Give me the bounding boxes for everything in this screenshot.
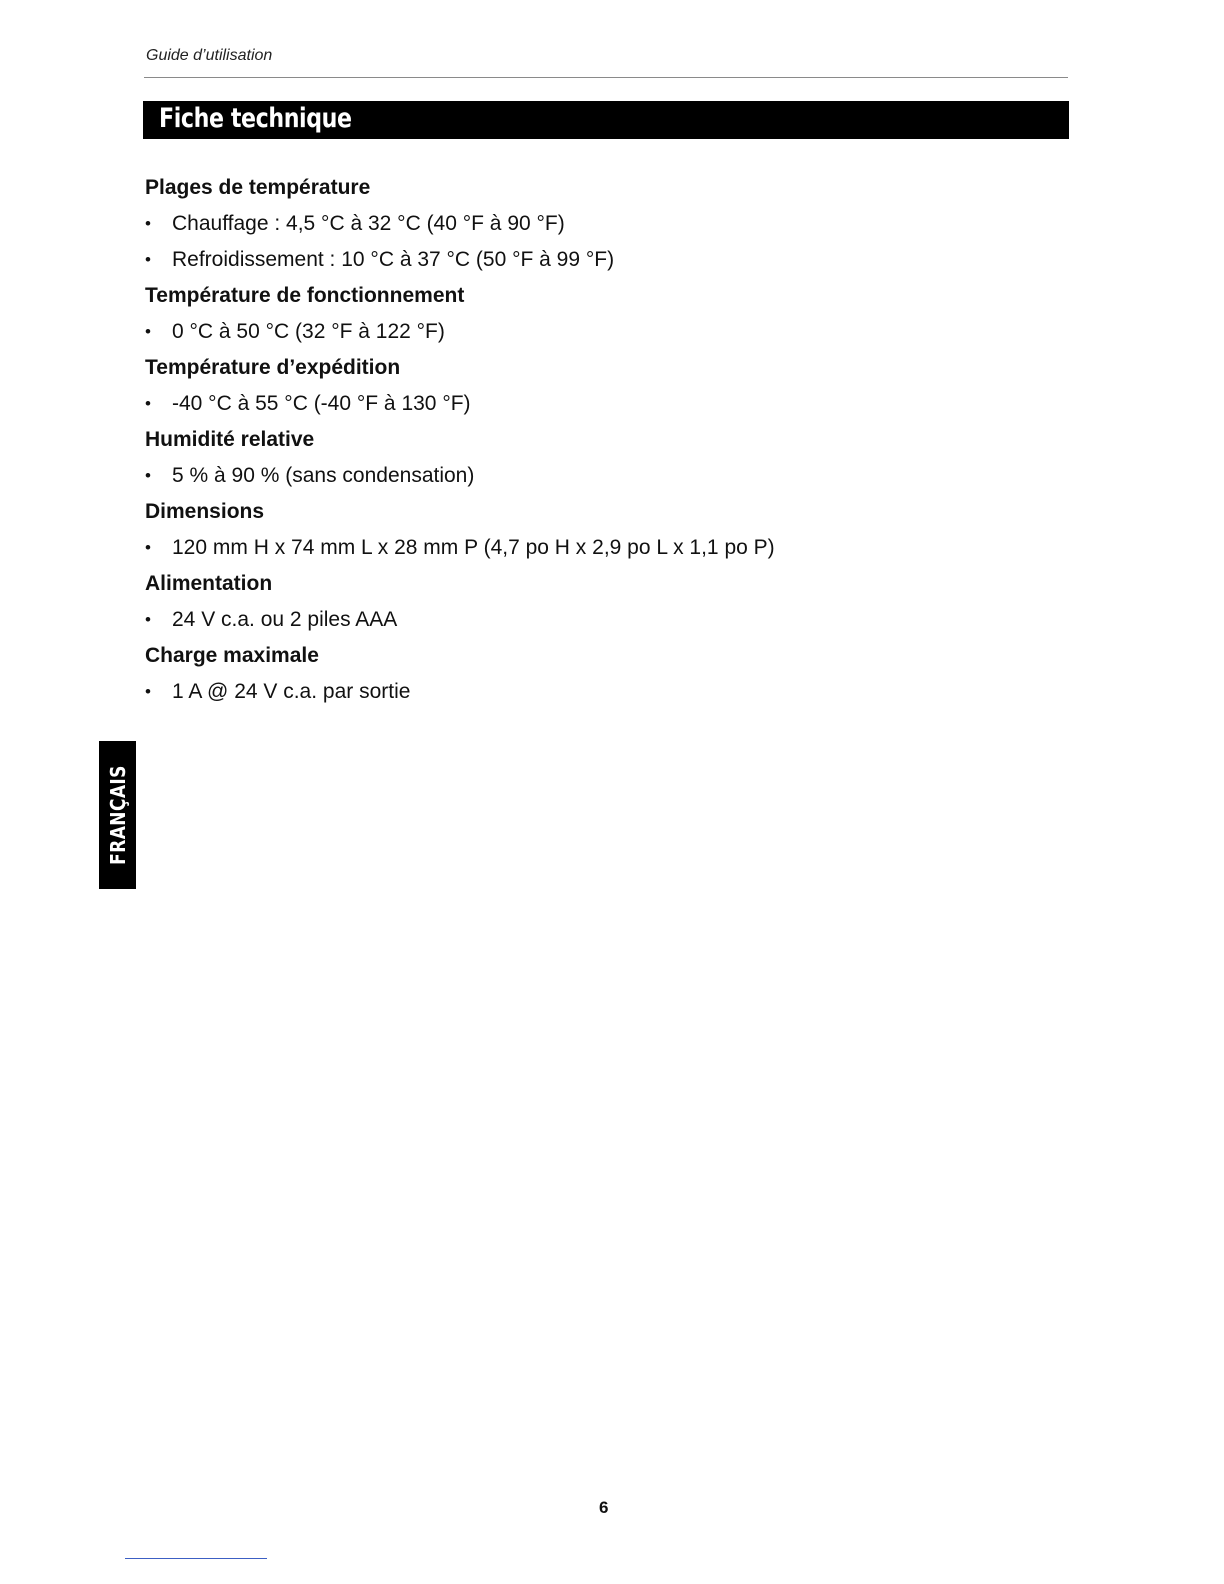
spec-item	[145, 314, 1045, 350]
spec-heading: Température d’expédition	[145, 356, 401, 379]
spec-item-text: 0 °C à 50 °C (32 °F à 122 °F)	[172, 320, 445, 343]
spec-heading: Plages de température	[145, 176, 371, 199]
bullet-icon: •	[145, 322, 151, 341]
specifications-list	[145, 170, 1045, 710]
spec-list	[145, 458, 1045, 494]
spec-item	[145, 602, 1045, 638]
page-number: 6	[599, 1498, 609, 1517]
spec-item-text: Refroidissement : 10 °C à 37 °C (50 °F à 99 °F)	[172, 248, 615, 271]
header-divider	[144, 77, 1068, 78]
spec-list	[145, 386, 1045, 422]
bullet-icon: •	[145, 466, 151, 485]
section-title: Fiche technique	[159, 103, 352, 134]
spec-item-text: -40 °C à 55 °C (-40 °F à 130 °F)	[172, 392, 471, 415]
spec-item	[145, 530, 1045, 566]
spec-item	[145, 242, 1045, 278]
spec-item-text: 120 mm H x 74 mm L x 28 mm P (4,7 po H x 2,9 po L x 1,1 po P)	[172, 536, 775, 559]
spec-heading: Humidité relative	[145, 428, 315, 451]
spec-item	[145, 386, 1045, 422]
spec-heading: Dimensions	[145, 500, 265, 523]
bullet-icon: •	[145, 250, 151, 269]
spec-list	[145, 602, 1045, 638]
language-tab	[99, 741, 136, 889]
spec-item-text: 1 A @ 24 V c.a. par sortie	[172, 680, 411, 703]
section-title-bar	[143, 101, 1069, 139]
language-tab-label: FRANÇAIS	[105, 765, 130, 865]
spec-heading: Température de fonctionnement	[145, 284, 465, 307]
bullet-icon: •	[145, 394, 151, 413]
spec-item-text: 5 % à 90 % (sans condensation)	[172, 464, 475, 487]
running-header: Guide d’utilisation	[146, 47, 273, 64]
bullet-icon: •	[145, 682, 151, 701]
spec-item	[145, 206, 1045, 242]
bullet-icon: •	[145, 538, 151, 557]
bullet-icon: •	[145, 610, 151, 629]
spec-list	[145, 314, 1045, 350]
bullet-icon: •	[145, 214, 151, 233]
spec-list	[145, 674, 1045, 710]
spec-list	[145, 530, 1045, 566]
footer-divider	[125, 1558, 267, 1559]
spec-item-text: Chauffage : 4,5 °C à 32 °C (40 °F à 90 °F)	[172, 212, 565, 235]
spec-heading: Alimentation	[145, 572, 273, 595]
spec-item-text: 24 V c.a. ou 2 piles AAA	[172, 608, 398, 631]
spec-list	[145, 206, 1045, 278]
spec-item	[145, 674, 1045, 710]
spec-heading: Charge maximale	[145, 644, 319, 667]
spec-item	[145, 458, 1045, 494]
